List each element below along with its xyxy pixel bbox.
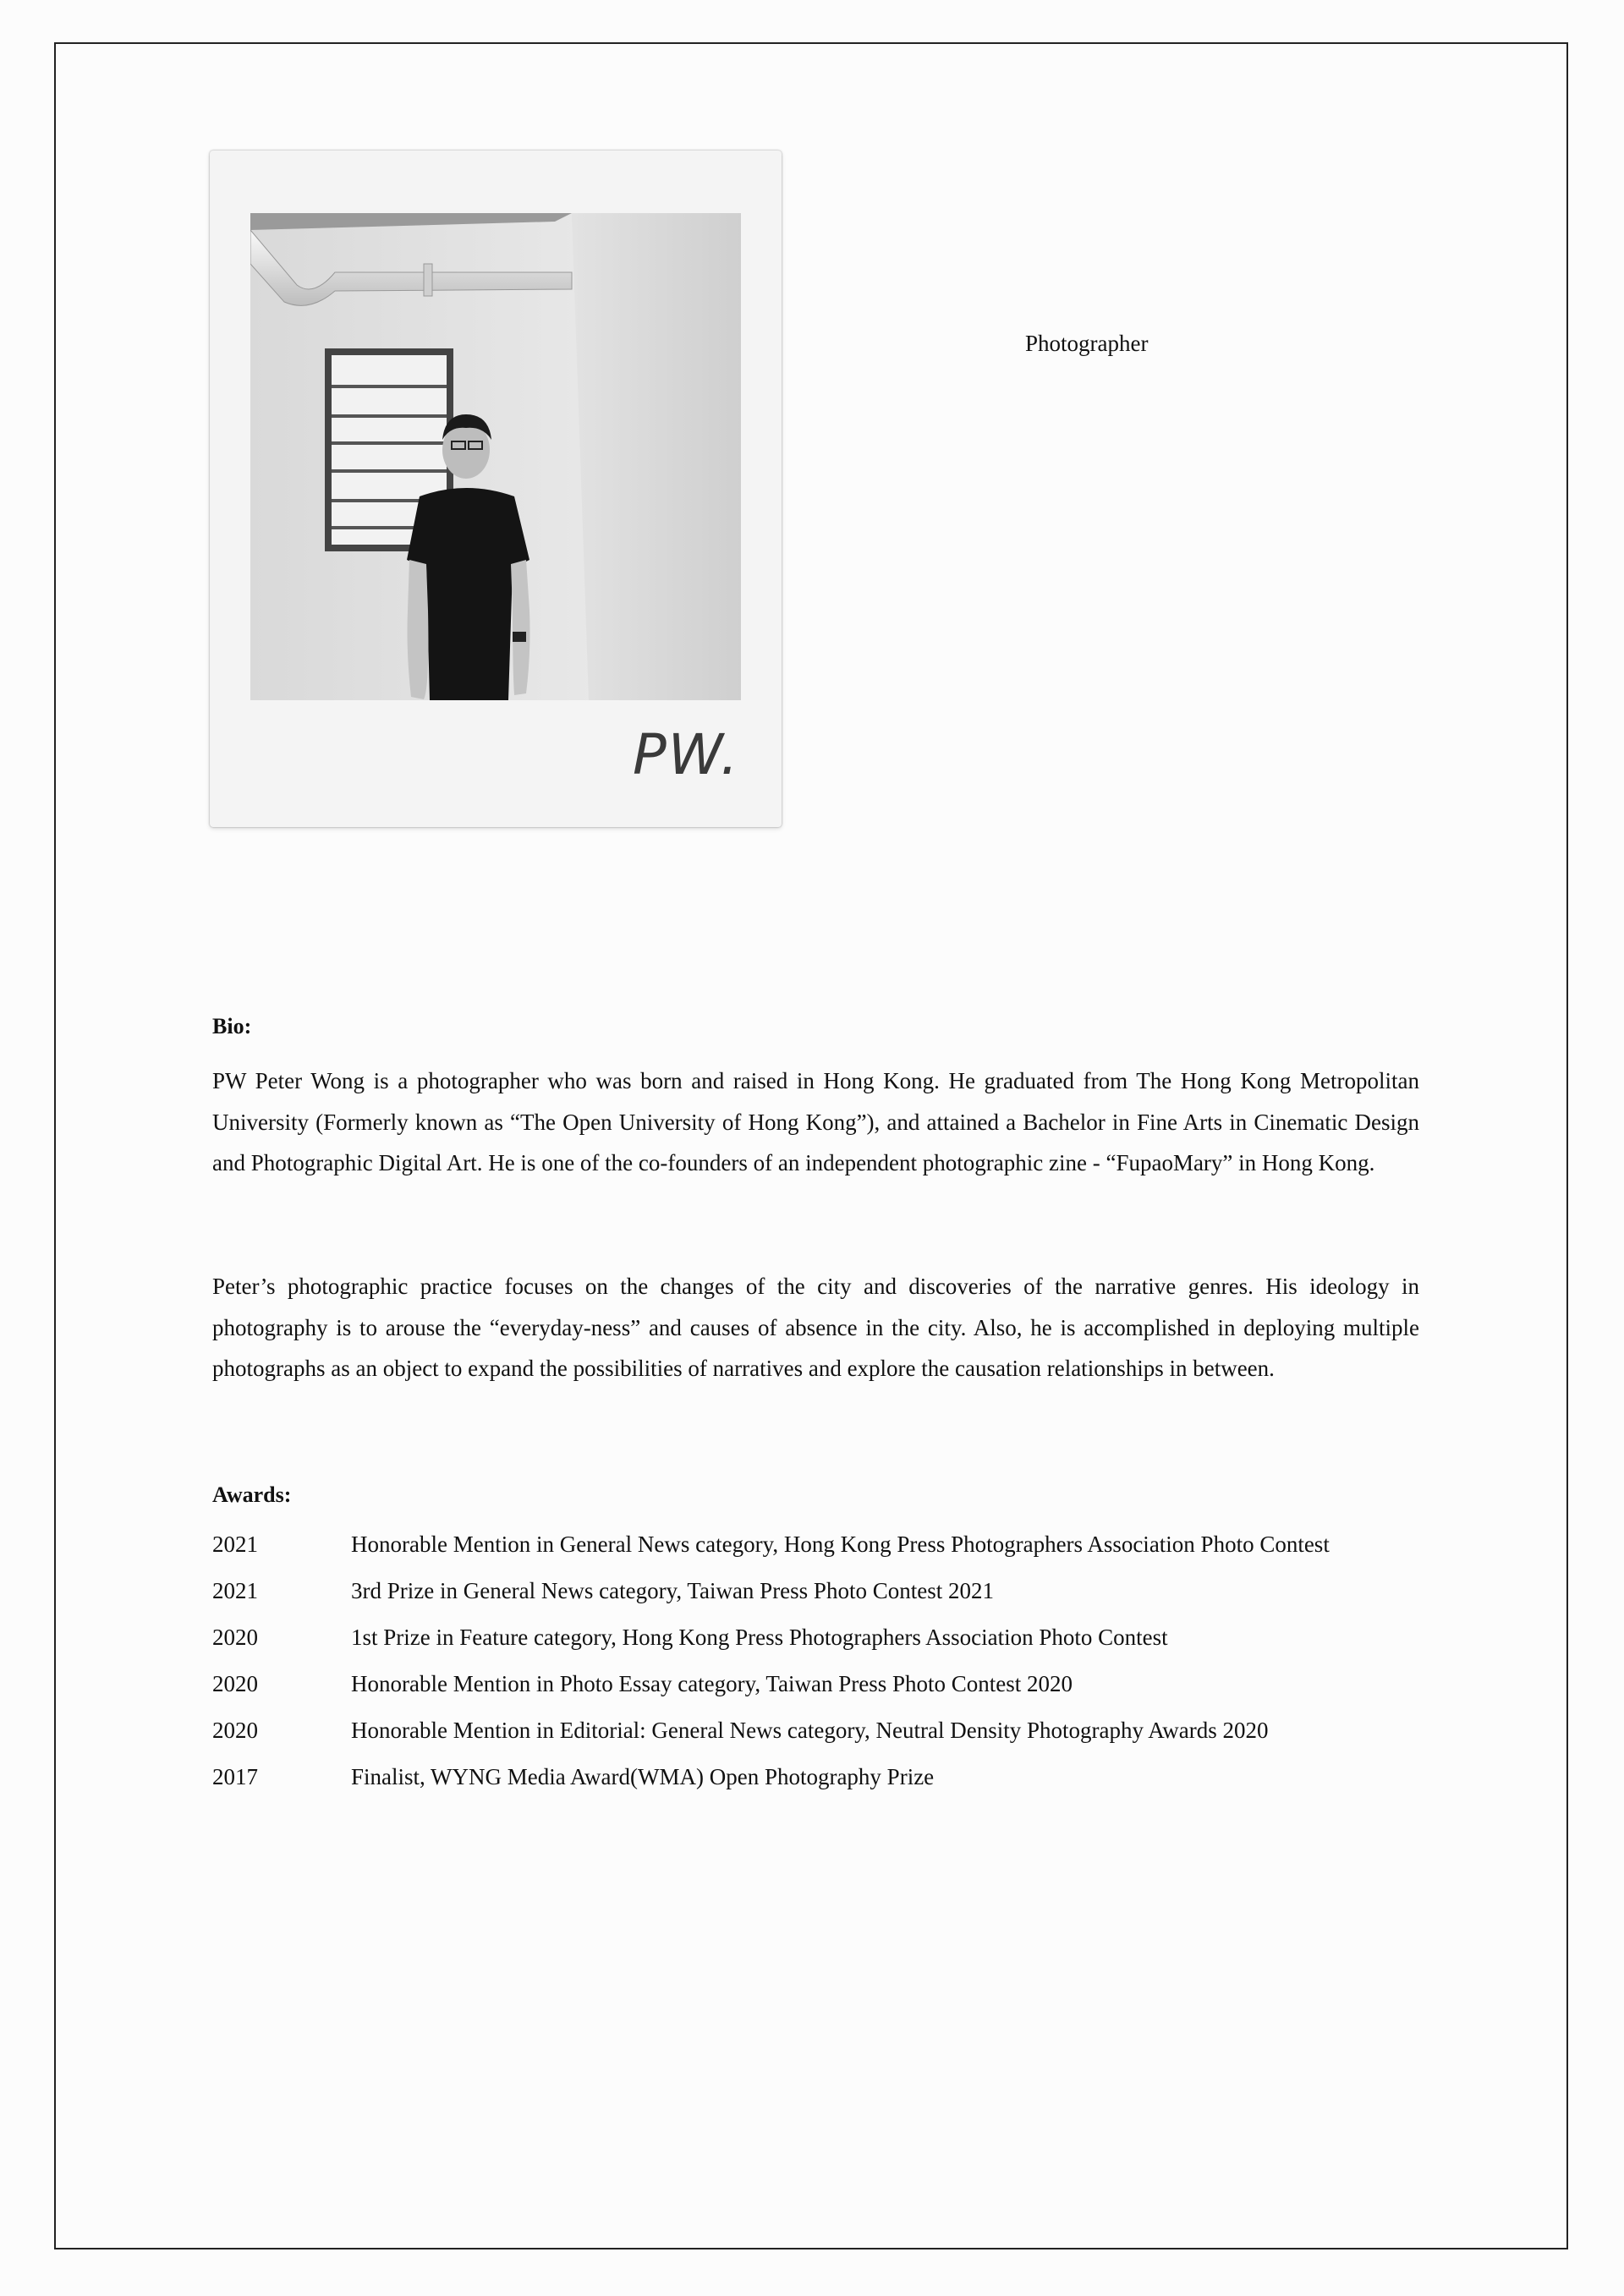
award-item bbox=[212, 1717, 1439, 1763]
portrait-photo bbox=[250, 213, 741, 700]
award-description: Honorable Mention in Editorial: General News category, Neutral Density Photography Awards 2020 bbox=[351, 1718, 1269, 1743]
award-item bbox=[212, 1531, 1439, 1577]
role-title: Photographer bbox=[1025, 331, 1149, 356]
award-item bbox=[212, 1624, 1439, 1670]
award-item bbox=[212, 1670, 1439, 1717]
bio-paragraph: PW Peter Wong is a photographer who was born and raised in Hong Kong. He graduated from The Hong Kong Metropolitan University (Formerly known as “The Open University of Hong Kong”), and attained a Bachelor in Fine Arts in Cinematic Design and Photographic Digital Art. He is one of the co-founders of an independent photographic zine - “FupaoMary” in Hong Kong. bbox=[212, 1068, 1419, 1175]
award-description: 1st Prize in Feature category, Hong Kong Press Photographers Association Photo Contest bbox=[351, 1625, 1168, 1650]
bio-heading: Bio: bbox=[212, 1014, 252, 1038]
bio-paragraph: Peter’s photographic practice focuses on the changes of the city and discoveries of the narrative genres. His ideology in photography is to arouse the “everyday-ness” and causes of absence in the city. Also, he is accomplished in deploying multiple photographs as an object to expand the possibilities of narratives and explore the causation relationships in between. bbox=[212, 1274, 1419, 1381]
award-year: 2020 bbox=[212, 1671, 258, 1696]
award-description: 3rd Prize in General News category, Taiwan Press Photo Contest 2021 bbox=[351, 1578, 994, 1603]
award-description: Honorable Mention in General News category, Hong Kong Press Photographers Association Photo Contest bbox=[351, 1532, 1330, 1557]
award-description: Finalist, WYNG Media Award(WMA) Open Photography Prize bbox=[351, 1764, 935, 1789]
award-year: 2017 bbox=[212, 1764, 258, 1789]
awards-heading: Awards: bbox=[212, 1482, 292, 1507]
award-year: 2021 bbox=[212, 1578, 258, 1603]
award-description: Honorable Mention in Photo Essay category, Taiwan Press Photo Contest 2020 bbox=[351, 1671, 1073, 1696]
award-item bbox=[212, 1577, 1439, 1624]
award-year: 2020 bbox=[212, 1625, 258, 1650]
award-year: 2021 bbox=[212, 1532, 258, 1557]
portrait-polaroid bbox=[210, 151, 782, 827]
signature: PW. bbox=[633, 722, 740, 787]
award-item bbox=[212, 1763, 1439, 1810]
award-year: 2020 bbox=[212, 1718, 258, 1743]
awards-list bbox=[212, 1531, 1439, 1810]
